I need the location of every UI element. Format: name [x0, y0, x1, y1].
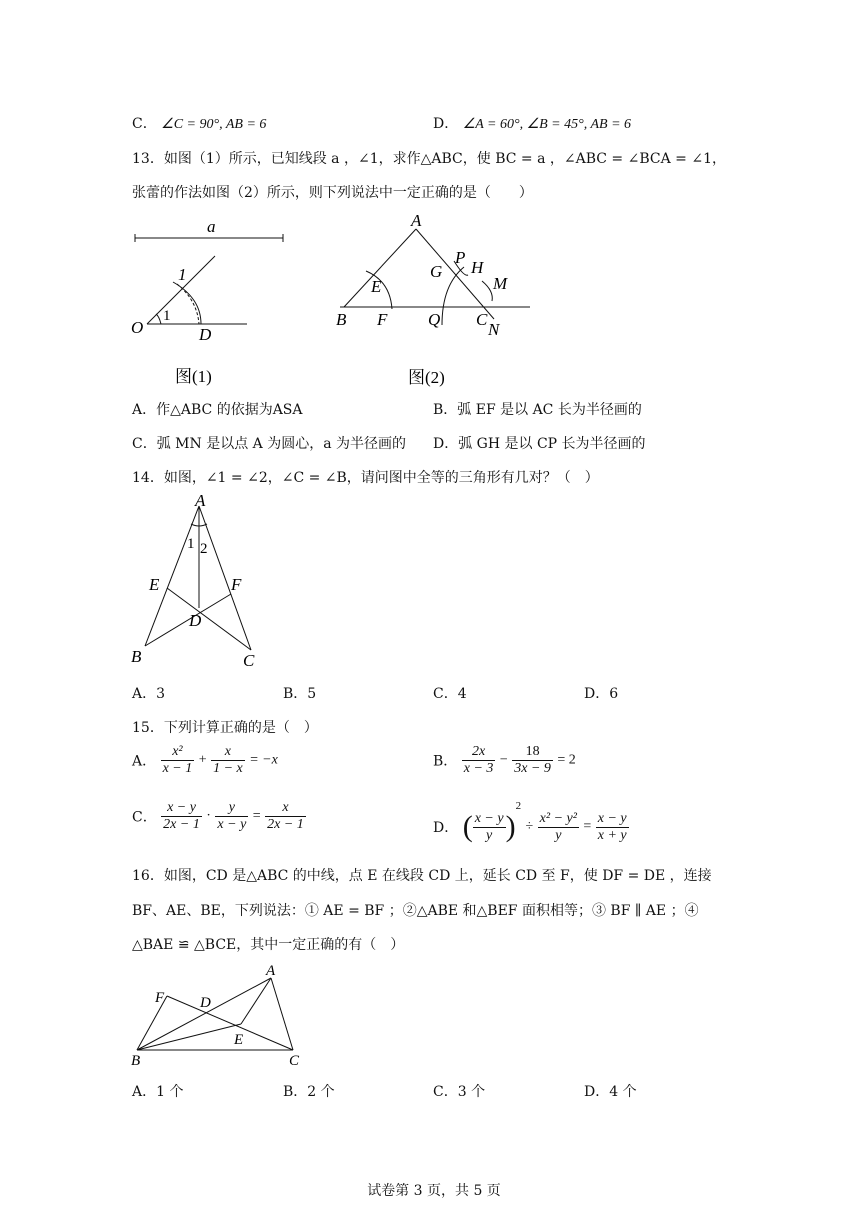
- point-b-label: B: [131, 647, 142, 666]
- numerator: x − y: [597, 810, 627, 826]
- denominator: 2x − 1: [267, 817, 304, 832]
- q15-stem: 15．下列计算正确的是（ ）: [132, 720, 318, 736]
- q15-option-b: [433, 744, 576, 777]
- denominator: y: [538, 827, 579, 844]
- denominator: x + y: [597, 827, 627, 843]
- q12-option-c: [132, 113, 266, 133]
- q14-option-d: D．6: [584, 686, 619, 702]
- q13-stem-line1: 13．如图（1）所示，已知线段 a ，∠1，求作△ABC，使 BC = a ，∠ABC = ∠BCA = ∠1，: [132, 151, 726, 167]
- q16-stem-line3: △BAE ≌ △BCE，其中一定正确的有（ ）: [132, 937, 405, 953]
- q16-figure: [125, 958, 315, 1070]
- q14-option-c: C．4: [433, 686, 467, 702]
- q16-option-b: B．2 个: [283, 1084, 335, 1100]
- point-h-label: H: [471, 258, 484, 277]
- point-c-label: C: [476, 310, 488, 329]
- option-label: D．: [433, 116, 459, 132]
- fraction: [211, 744, 245, 777]
- option-expression: ∠C = 90°, AB = 6: [161, 117, 267, 132]
- numerator: x²: [172, 744, 183, 759]
- denominator: x − 1: [162, 761, 193, 776]
- point-d-label: D: [200, 995, 211, 1011]
- segment-a-label: a: [207, 217, 216, 236]
- fraction: [215, 800, 248, 833]
- angle-2-label: 2: [200, 541, 208, 557]
- numerator: x² − y²: [539, 810, 577, 826]
- fraction: [512, 744, 553, 777]
- denominator: x − y: [217, 817, 247, 832]
- fraction: [596, 811, 629, 844]
- q13-stem-line2: 张蕾的作法如图（2）所示，则下列说法中一定正确的是（ ）: [132, 185, 533, 201]
- q13-figure-2: [330, 205, 540, 390]
- operator: ·: [206, 808, 211, 824]
- figure-1-caption: 图(1): [175, 367, 212, 386]
- fraction: [161, 744, 195, 777]
- q15-option-a: [132, 744, 278, 777]
- angle-1-label: 1: [187, 536, 195, 552]
- point-c-label: C: [243, 651, 255, 670]
- operator: =: [583, 819, 592, 834]
- point-f-label: F: [155, 990, 165, 1006]
- fraction: [462, 744, 496, 777]
- denominator: 3x − 9: [514, 761, 551, 776]
- point-m-label: M: [493, 274, 508, 293]
- point-f-label: F: [377, 310, 388, 329]
- fraction: [538, 811, 579, 844]
- numerator: x − y: [167, 800, 196, 815]
- point-o-label: O: [131, 318, 144, 337]
- q14-stem: 14．如图，∠1 = ∠2，∠C = ∠B，请问图中全等的三角形有几对？（ ）: [132, 470, 599, 486]
- option-expression: ∠A = 60°, ∠B = 45°, AB = 6: [462, 117, 632, 132]
- q13-option-c: C．弧 MN 是以点 A 为圆心，a 为半径画的: [132, 436, 407, 452]
- denominator: y: [473, 827, 506, 844]
- result: = −x: [249, 752, 278, 768]
- point-e-label: E: [371, 277, 382, 296]
- point-c-label: C: [289, 1053, 300, 1069]
- point-f-label: F: [231, 575, 242, 594]
- q13-option-b: B．弧 EF 是以 AC 长为半径画的: [433, 402, 642, 418]
- fraction: [161, 800, 202, 833]
- option-label: C．: [132, 116, 157, 132]
- numerator: y: [228, 800, 235, 815]
- angle-1-label: 1: [163, 308, 171, 324]
- point-d-label: D: [199, 325, 212, 344]
- q16-option-a: A．1 个: [132, 1084, 184, 1100]
- fraction: [473, 811, 506, 844]
- left-paren: (: [462, 810, 473, 843]
- option-label: A．: [132, 753, 157, 770]
- operator: −: [499, 752, 508, 768]
- point-p-label: P: [455, 248, 466, 267]
- numerator: 2x: [471, 744, 486, 759]
- point-e-label: E: [149, 575, 160, 594]
- denominator: x − 3: [463, 761, 494, 776]
- q13-figure-1: [125, 212, 295, 392]
- q12-option-d: [433, 113, 631, 133]
- point-b-label: B: [131, 1053, 141, 1069]
- q14-figure: [125, 490, 275, 675]
- q13-option-d: D．弧 GH 是以 CP 长为半径画的: [433, 436, 646, 452]
- option-label: C．: [132, 809, 157, 826]
- angle-1-top-label: 1: [178, 265, 187, 284]
- point-a-label: A: [195, 491, 206, 510]
- q13-option-a: A．作△ABC 的依据为ASA: [132, 402, 303, 418]
- q16-option-c: C．3 个: [433, 1084, 486, 1100]
- exponent: 2: [515, 800, 522, 812]
- page-footer: 试卷第 3 页，共 5 页: [367, 1183, 501, 1199]
- figure-2-caption: 图(2): [408, 368, 445, 387]
- denominator: 1 − x: [213, 761, 243, 776]
- q15-option-c: [132, 800, 306, 833]
- point-q-label: Q: [428, 310, 441, 329]
- point-a-label: A: [266, 963, 276, 979]
- numerator: x: [282, 800, 289, 815]
- numerator: x: [224, 744, 231, 759]
- option-label: D．: [433, 820, 459, 836]
- q14-option-a: A．3: [132, 686, 166, 702]
- point-a-label: A: [411, 211, 422, 230]
- point-g-label: G: [430, 262, 443, 281]
- q14-option-b: B．5: [283, 686, 317, 702]
- point-b-label: B: [336, 310, 347, 329]
- numerator: 18: [525, 744, 540, 759]
- point-e-label: E: [234, 1032, 244, 1048]
- point-d-label: D: [189, 611, 202, 630]
- result: = 2: [557, 752, 576, 768]
- numerator: x − y: [474, 810, 504, 826]
- operator: ÷: [525, 819, 534, 834]
- q15-option-d: [433, 800, 629, 844]
- q16-stem-line2: BF、AE、BE，下列说法：① AE = BF ；②△ABE 和△BEF 面积相等；③ BF ∥ AE ；④: [132, 903, 699, 919]
- fraction: [265, 800, 306, 833]
- operator: +: [198, 752, 207, 768]
- q16-stem-line1: 16．如图，CD 是△ABC 的中线，点 E 在线段 CD 上，延长 CD 至 F，使 DF = DE ，连接: [132, 868, 712, 884]
- option-label: B．: [433, 753, 458, 770]
- denominator: 2x − 1: [163, 817, 200, 832]
- q16-option-d: D．4 个: [584, 1084, 637, 1100]
- right-paren: ): [505, 810, 516, 843]
- operator: =: [252, 808, 261, 824]
- point-n-label: N: [488, 320, 500, 339]
